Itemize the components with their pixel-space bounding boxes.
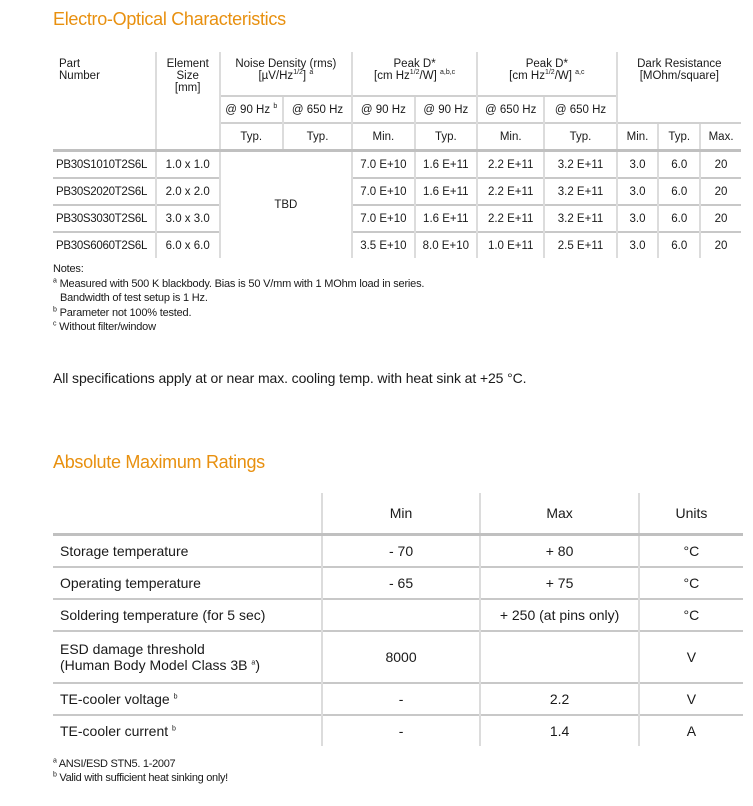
- header-stat: Typ.: [415, 123, 477, 151]
- part-number: PB30S6060T2S6L: [53, 232, 156, 258]
- max-value: 2.2: [480, 683, 639, 715]
- min-value: - 70: [322, 535, 481, 568]
- max-value: + 80: [480, 535, 639, 568]
- d90-typ: 1.6 E+11: [415, 151, 477, 179]
- header-noise-density: Noise Density (rms) $[\mu V/Hz^{1/2}]$ $^a$: [220, 52, 353, 96]
- units: V: [639, 683, 743, 715]
- resistance-min: 3.0: [617, 205, 659, 232]
- d650-typ: 2.5 E+11: [544, 232, 616, 258]
- element-size: 3.0 x 3.0: [156, 205, 220, 232]
- table-row: [53, 631, 743, 683]
- notes: [53, 262, 424, 335]
- header-freq-d-90-typ: @ 90 Hz: [415, 96, 477, 123]
- table-row: [53, 178, 741, 205]
- resistance-typ: 6.0: [658, 232, 700, 258]
- parameter: TE-cooler voltage $^b$: [53, 683, 322, 715]
- part-number: PB30S2020T2S6L: [53, 178, 156, 205]
- element-size: 2.0 x 2.0: [156, 178, 220, 205]
- header-freq-d-650-typ: @ 650 Hz: [544, 96, 616, 123]
- parameter: TE-cooler current $^b$: [53, 715, 322, 746]
- header-min: Min: [322, 493, 481, 535]
- header-freq-noise-90: @ 90 Hz $^b$: [220, 96, 283, 123]
- notes-heading: Notes:: [53, 263, 84, 275]
- note-item: Bandwidth of test setup is 1 Hz.: [60, 292, 208, 305]
- header-element-size: Element Size [mm]: [156, 52, 220, 151]
- header-peak-d-90: Peak D* [cm $Hz^{1/2}/W$] $^{a,b,c}$: [352, 52, 477, 96]
- element-size: 6.0 x 6.0: [156, 232, 220, 258]
- d650-min: 2.2 E+11: [477, 151, 544, 179]
- d650-typ: 3.2 E+11: [544, 205, 616, 232]
- header-stat: Typ.: [658, 123, 700, 151]
- header-freq-d-90-min: @ 90 Hz: [352, 96, 414, 123]
- part-number: PB30S1010T2S6L: [53, 151, 156, 179]
- part-number: PB30S3030T2S6L: [53, 205, 156, 232]
- d90-min: 7.0 E+10: [352, 151, 414, 179]
- units: °C: [639, 567, 743, 599]
- d650-min: 1.0 E+11: [477, 232, 544, 258]
- d90-typ: 1.6 E+11: [415, 178, 477, 205]
- general-note: All specifications apply at or near max. cooling temp. with heat sink at +25 °C.: [53, 370, 527, 386]
- d90-min: 7.0 E+10: [352, 178, 414, 205]
- header-parameter: [53, 493, 322, 535]
- table-row: [53, 683, 743, 715]
- note-item: $^c$ Without filter/window: [53, 320, 156, 334]
- parameter: Operating temperature: [53, 567, 322, 599]
- parameter: Storage temperature: [53, 535, 322, 568]
- d90-typ: 1.6 E+11: [415, 205, 477, 232]
- d90-min: 3.5 E+10: [352, 232, 414, 258]
- note-item: $^a$ Measured with 500 K blackbody. Bias is 50 V/mm with 1 MOhm load in series.: [53, 276, 425, 290]
- resistance-typ: 6.0: [658, 205, 700, 232]
- units: V: [639, 631, 743, 683]
- d650-min: 2.2 E+11: [477, 178, 544, 205]
- d90-typ: 8.0 E+10: [415, 232, 477, 258]
- footnotes: [53, 757, 228, 785]
- resistance-max: 20: [700, 178, 741, 205]
- resistance-max: 20: [700, 205, 741, 232]
- element-size: 1.0 x 1.0: [156, 151, 220, 179]
- parameter: Soldering temperature (for 5 sec): [53, 599, 322, 631]
- noise-density-value: TBD: [220, 151, 353, 259]
- resistance-typ: 6.0: [658, 151, 700, 179]
- parameter: ESD damage threshold (Human Body Model Class 3B $^a$): [53, 631, 322, 683]
- note-item: $^b$ Parameter not 100% tested.: [53, 306, 192, 319]
- header-dark-resistance: Dark Resistance [MOhm/square]: [617, 52, 741, 123]
- header-freq-d-650-min: @ 650 Hz: [477, 96, 544, 123]
- table-row: [53, 715, 743, 746]
- header-stat: Typ.: [220, 123, 283, 151]
- units: °C: [639, 535, 743, 568]
- header-stat: Typ.: [283, 123, 352, 151]
- min-value: 8000: [322, 631, 481, 683]
- section-title-electro-optical: Electro-Optical Characteristics: [53, 9, 286, 29]
- d650-typ: 3.2 E+11: [544, 151, 616, 179]
- d650-typ: 3.2 E+11: [544, 178, 616, 205]
- resistance-min: 3.0: [617, 151, 659, 179]
- min-value: -: [322, 715, 481, 746]
- section-title-absolute-max: Absolute Maximum Ratings: [53, 452, 265, 472]
- table-row: [53, 535, 743, 568]
- resistance-min: 3.0: [617, 232, 659, 258]
- header-units: Units: [639, 493, 743, 535]
- min-value: - 65: [322, 567, 481, 599]
- header-freq-noise-650: @ 650 Hz: [283, 96, 352, 123]
- table-row: [53, 205, 741, 232]
- max-value: [480, 631, 639, 683]
- header-part-number: Part Number: [59, 58, 100, 82]
- units: A: [639, 715, 743, 746]
- max-value: + 75: [480, 567, 639, 599]
- max-value: 1.4: [480, 715, 639, 746]
- d90-min: 7.0 E+10: [352, 205, 414, 232]
- min-value: [322, 599, 481, 631]
- resistance-typ: 6.0: [658, 178, 700, 205]
- table-row: [53, 567, 743, 599]
- header-stat: Min.: [352, 123, 414, 151]
- header-peak-d-650: Peak D* [cm $Hz^{1/2}/W$] $^{a,c}$: [477, 52, 617, 96]
- min-value: -: [322, 683, 481, 715]
- absolute-max-table: [53, 493, 743, 746]
- electro-optical-table: [53, 52, 741, 258]
- table-row: [53, 232, 741, 258]
- resistance-min: 3.0: [617, 178, 659, 205]
- header-max: Max: [480, 493, 639, 535]
- header-stat: Max.: [700, 123, 741, 151]
- footnote: $^b$ Valid with sufficient heat sinking only!: [53, 771, 228, 784]
- header-stat: Typ.: [544, 123, 616, 151]
- d650-min: 2.2 E+11: [477, 205, 544, 232]
- max-value: + 250 (at pins only): [480, 599, 639, 631]
- header-stat: Min.: [617, 123, 659, 151]
- resistance-max: 20: [700, 151, 741, 179]
- units: °C: [639, 599, 743, 631]
- footnote: $^a$ ANSI/ESD STN5. 1-2007: [53, 757, 176, 770]
- resistance-max: 20: [700, 232, 741, 258]
- table-row: [53, 151, 741, 179]
- table-row: [53, 599, 743, 631]
- header-stat: Min.: [477, 123, 544, 151]
